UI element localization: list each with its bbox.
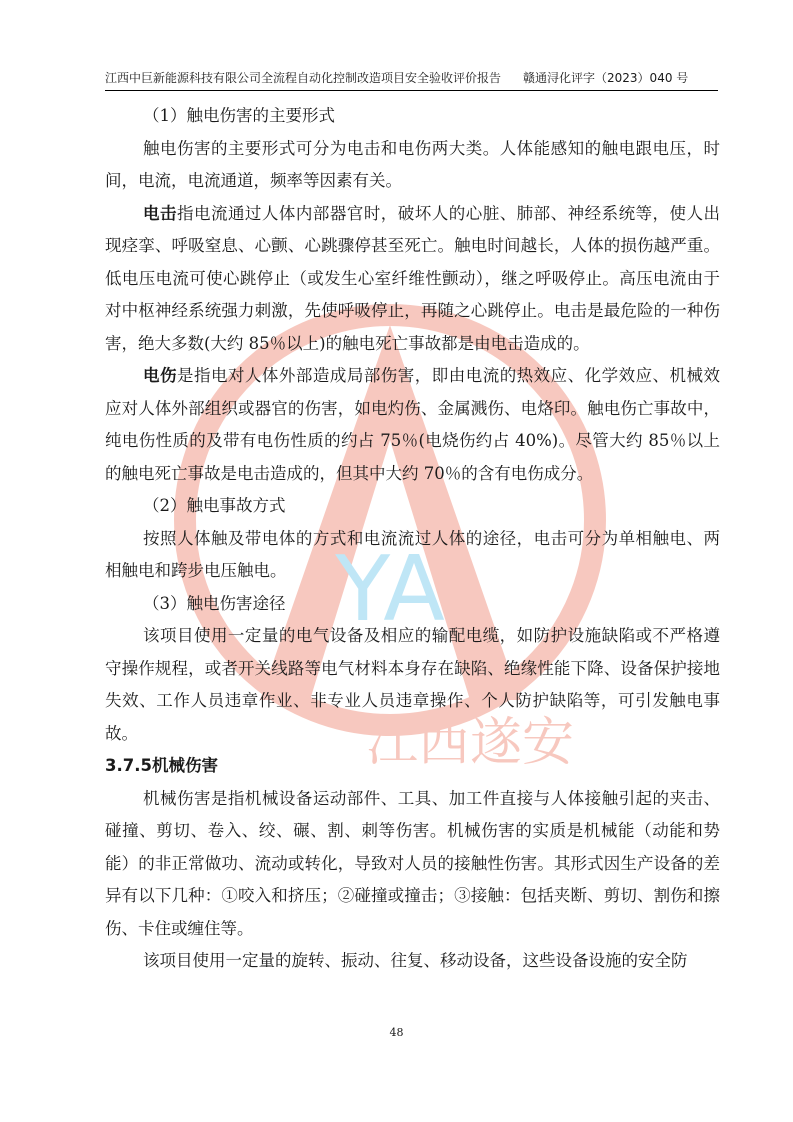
svg-text:YA: YA [335,537,445,642]
paragraph-shock-intro: 触电伤害的主要形式可分为电击和电伤两大类。人体能感知的触电跟电压，时间，电流，电流通道，频率等因素有关。 [105,138,720,190]
paragraph-mechanical-injury: 机械伤害是指机械设备运动部件、工具、加工件直接与人体接触引起的夹击、碰撞、剪切、卷入、绞、碾、割、刺等伤害。机械伤害的实质是机械能（动能和势能）的非正常做功、流动或转化，导致对人员的接触性伤害。其形式因生产设备的差异有以下几种：①咬入和挤压；②碰撞或撞击；③接触：包括夹断、剪切、割伤和擦伤、卡住或缠住等。 [105,788,720,938]
section-heading-mechanical-injury: 3.7.5机械伤害 [105,756,218,775]
document-body [105,100,720,978]
header-rule [105,90,718,91]
header-report-title: 江西中巨新能源科技有限公司全流程自动化控制改造项目安全验收评价报告 [105,71,502,85]
paragraph-electric-injury [105,360,720,490]
header-report-number: 赣通浔化评字（2023）040 号 [523,71,689,85]
subheading-accident-modes: （2）触电事故方式 [143,496,286,515]
paragraph-electric-shock-text: 指电流通过人体内部器官时，破坏人的心脏、肺部、神经系统等，使人出现痉挛、呼吸窒息、心颤、心跳骤停甚至死亡。触电时间越长，人体的损伤越严重。低电压电流可使心跳停止（或发生心室纤维性颤动），继之呼吸停止。高压电流由于对中枢神经系统强力刺激，先使呼吸停止，再随之心跳停止。电击是最危险的一种伤害，绝大多数(大约 85％以上)的触电死亡事故都是由电击造成的。 [105,203,721,353]
term-electric-injury: 电伤 [143,366,177,385]
page-number: 48 [389,1026,404,1039]
running-header [105,70,687,86]
paragraph-electric-shock [105,198,720,361]
term-electric-shock: 电击 [143,203,177,223]
subheading-injury-paths: （3）触电伤害途径 [143,593,286,613]
subheading-electric-shock-forms: （1）触电伤害的主要形式 [143,106,335,125]
paragraph-injury-paths: 该项目使用一定量的电气设备及相应的输配电缆，如防护设施缺陷或不严格遵守操作规程，或者开关线路等电气材料本身存在缺陷、绝缘性能下降、设备保护接地失效、工作人员违章作业、非专业人员违章操作、个人防护缺陷等，可引发触电事故。 [105,626,720,743]
paragraph-accident-modes: 按照人体触及带电体的方式和电流流过人体的途径，电击可分为单相触电、两相触电和跨步电压触电。 [105,528,720,580]
paragraph-electric-injury-text: 是指电对人体外部造成局部伤害，即由电流的热效应、化学效应、机械效应对人体外部组织或器官的伤害，如电灼伤、金属溅伤、电烙印。触电伤亡事故中，纯电伤性质的及带有电伤性质的约占 75％(电烧伤约占 40%)。尽管大约 85％以上的触电死亡事故是电击造成的，但其中大约 70％的含有电伤成分。 [105,366,721,483]
paragraph-mechanical-equipment: 该项目使用一定量的旋转、振动、往复、移动设备，这些设备设施的安全防 [143,951,688,970]
svg-text:江西遂安: 江西遂安 [365,713,575,773]
